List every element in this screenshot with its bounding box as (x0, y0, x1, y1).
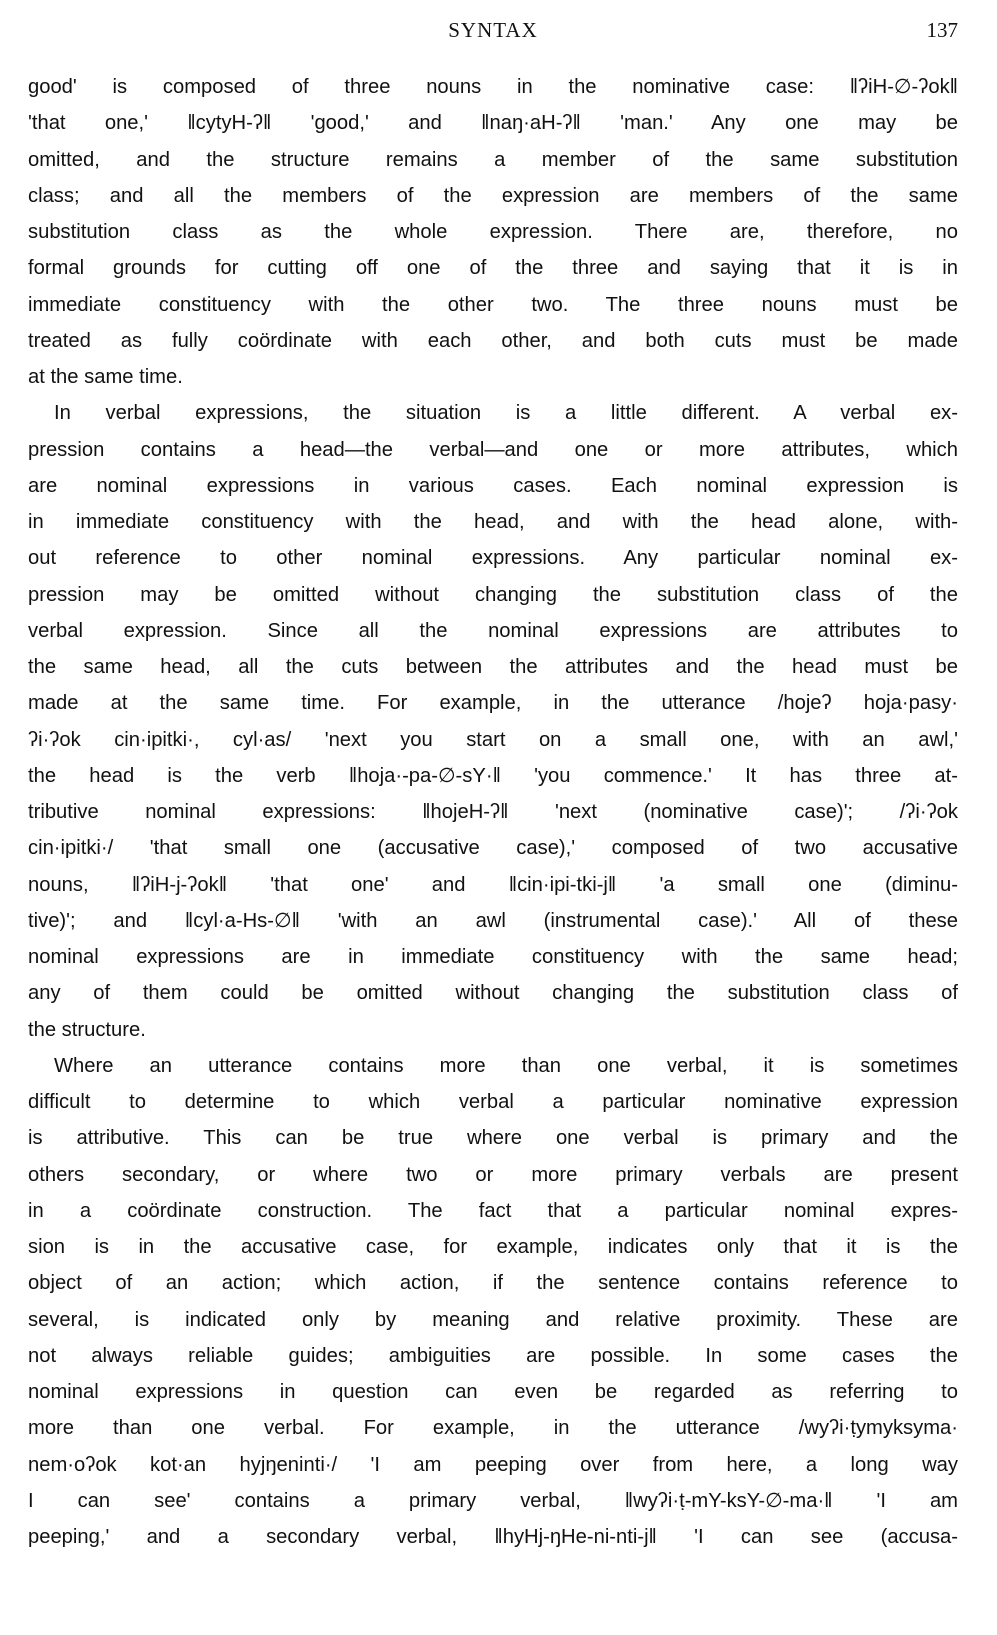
text-line: I can see' contains a primary verbal, ‖wyʔi·ṭ-mY-ksY-∅-ma·‖ 'I am (28, 1489, 958, 1512)
text-line: out reference to other nominal expressions. Any particular nominal ex- (28, 547, 958, 570)
paragraph-first-line: Where an utterance contains more than one verbal, it is sometimes (54, 1054, 958, 1077)
text-line: the same head, all the cuts between the attributes and the head must be (28, 656, 958, 678)
text-line: the structure. (28, 1018, 146, 1041)
text-line: tributive nominal expressions: ‖hojeH-ʔ‖ 'next (nominative case)'; /ʔi·ʔok (28, 801, 958, 823)
text-line: omitted, and the structure remains a member of the same substitution (28, 148, 958, 171)
text-line: treated as fully coördinate with each other, and both cuts must be made (28, 329, 958, 352)
running-title: SYNTAX (448, 18, 538, 42)
text-line: nominal expressions are in immediate constituency with the same head; (28, 946, 958, 968)
text-line: not always reliable guides; ambiguities are possible. In some cases the (28, 1344, 958, 1367)
text-line: peeping,' and a secondary verbal, ‖hyHj-ŋHe-ni-nti-j‖ 'I can see (accusa- (28, 1526, 958, 1548)
page-number: 137 (926, 18, 958, 42)
text-line: formal grounds for cutting off one of the three and saying that it is in (28, 257, 958, 280)
text-line: nominal expressions in question can even be regarded as referring to (28, 1381, 958, 1403)
text-line: cin·ipitki·/ 'that small one (accusative case),' composed of two accusative (28, 837, 958, 860)
text-line: pression may be omitted without changing the substitution class of the (28, 583, 958, 606)
text-line: difficult to determine to which verbal a particular nominative expression (28, 1091, 958, 1113)
running-head (28, 18, 958, 48)
text-line: ʔi·ʔok cin·ipitki·, cyl·as/ 'next you start on a small one, with an awl,' (28, 728, 958, 751)
body-text (28, 69, 958, 1555)
text-line: in immediate constituency with the head, and with the head alone, with- (28, 511, 958, 533)
text-line: any of them could be omitted without changing the substitution class of (28, 982, 958, 1005)
text-line: more than one verbal. For example, in the utterance /wyʔi·ṭymyksyma· (28, 1417, 958, 1440)
text-line: tive)'; and ‖cyl·a-Hs-∅‖ 'with an awl (instrumental case).' All of these (28, 909, 958, 932)
text-line: at the same time. (28, 366, 183, 388)
text-line: several, is indicated only by meaning and relative proximity. These are (28, 1308, 958, 1331)
text-line: made at the same time. For example, in the utterance /hojeʔ hoja·pasy· (28, 692, 958, 715)
text-line: nouns, ‖ʔiH-j-ʔok‖ 'that one' and ‖cin·ipi-tki-j‖ 'a small one (diminu- (28, 873, 958, 896)
text-line: sion is in the accusative case, for example, indicates only that it is the (28, 1236, 958, 1258)
text-line: are nominal expressions in various cases. Each nominal expression is (28, 474, 958, 497)
text-line: object of an action; which action, if the sentence contains reference to (28, 1272, 958, 1295)
text-line: others secondary, or where two or more primary verbals are present (28, 1163, 958, 1186)
text-line: good' is composed of three nouns in the nominative case: ‖ʔiH-∅-ʔok‖ (28, 76, 958, 98)
text-line: immediate constituency with the other two. The three nouns must be (28, 293, 958, 316)
paragraph-first-line: In verbal expressions, the situation is a little different. A verbal ex- (54, 402, 958, 425)
text-line: class; and all the members of the expression are members of the same (28, 184, 958, 207)
text-line: the head is the verb ‖hoja·-pa-∅-sY·‖ 'you commence.' It has three at- (28, 764, 958, 787)
text-line: verbal expression. Since all the nominal expressions are attributes to (28, 619, 958, 642)
text-line: in a coördinate construction. The fact that a particular nominal expres- (28, 1199, 958, 1222)
text-line: is attributive. This can be true where one verbal is primary and the (28, 1127, 958, 1150)
text-line: pression contains a head—the verbal—and one or more attributes, which (28, 438, 958, 461)
text-line: 'that one,' ‖cytyH-ʔ‖ 'good,' and ‖naŋ·aH-ʔ‖ 'man.' Any one may be (28, 112, 958, 135)
text-line: substitution class as the whole expression. There are, therefore, no (28, 221, 958, 243)
text-line: nem·oʔok kot·an hyjŋeninti·/ 'I am peeping over from here, a long way (28, 1453, 958, 1476)
